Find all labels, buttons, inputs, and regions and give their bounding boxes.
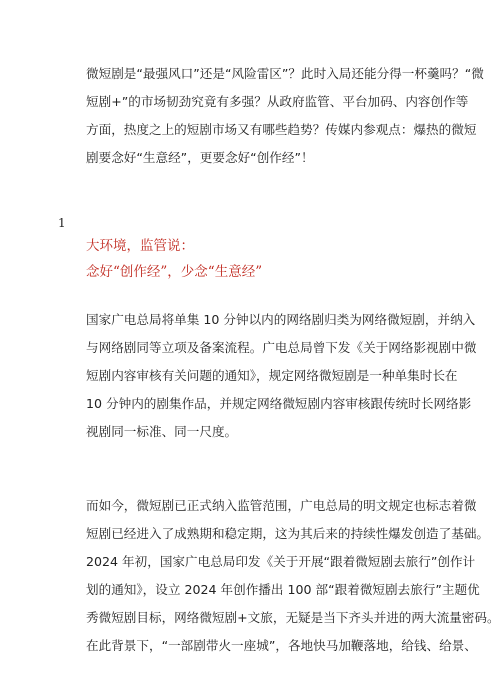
section-heading-line-2: 念好“创作经”，少念“生意经” xyxy=(86,264,263,280)
body2-line-5: 秀微短剧目标，网络微短剧+文旅，无疑是当下齐头并进的两大流量密码。 xyxy=(86,610,500,625)
body1-line-5: 视剧同一标准、同一尺度。 xyxy=(86,424,238,439)
intro-line-2: 短剧+”的市场韧劲究竟有多强？从政府监管、平台加码、内容创作等 xyxy=(86,94,469,109)
body-paragraph-2 xyxy=(86,492,500,660)
body1-line-2: 与网络剧同等立项及备案流程。广电总局曾下发《关于网络影视剧中微 xyxy=(86,340,477,355)
section-number: 1 xyxy=(58,216,66,230)
body2-line-6: 在此背景下，“一部剧带火一座城”，各地快马加鞭落地，给钱、给景、 xyxy=(86,638,477,653)
intro-line-4: 剧要念好“生意经”，更要念好“创作经”！ xyxy=(86,150,314,165)
intro-line-1: 微短剧是“最强风口”还是“风险雷区”？此时入局还能分得一杯羹吗？“微 xyxy=(86,66,484,81)
body2-line-3: 2024 年初，国家广电总局印发《关于开展“跟着微短剧去旅行”创作计 xyxy=(86,554,476,569)
body1-line-3: 短剧内容审核有关问题的通知》，规定网络微短剧是一种单集时长在 xyxy=(86,368,458,383)
intro-line-3: 方面，热度之上的短剧市场又有哪些趋势？传媒内参观点：爆热的微短 xyxy=(86,122,477,137)
body2-line-2: 短剧已经进入了成熟期和稳定期，这为其后来的持续性爆发创造了基础。 xyxy=(86,526,489,541)
body1-line-4: 10 分钟内的剧集作品，并规定网络微短剧内容审核跟传统时长网络影 xyxy=(86,396,472,411)
body2-line-4: 划的通知》，设立 2024 年创作播出 100 部“跟着微短剧去旅行”主题优 xyxy=(86,582,480,597)
intro-paragraph xyxy=(86,60,484,172)
body1-line-1: 国家广电总局将单集 10 分钟以内的网络剧归类为网络微短剧，并纳入 xyxy=(86,312,476,327)
section-heading-line-1: 大环境，监管说： xyxy=(86,238,194,254)
body2-line-1: 而如今，微短剧已正式纳入监管范围，广电总局的明文规定也标志着微 xyxy=(86,498,477,513)
body-paragraph-1 xyxy=(86,306,477,446)
